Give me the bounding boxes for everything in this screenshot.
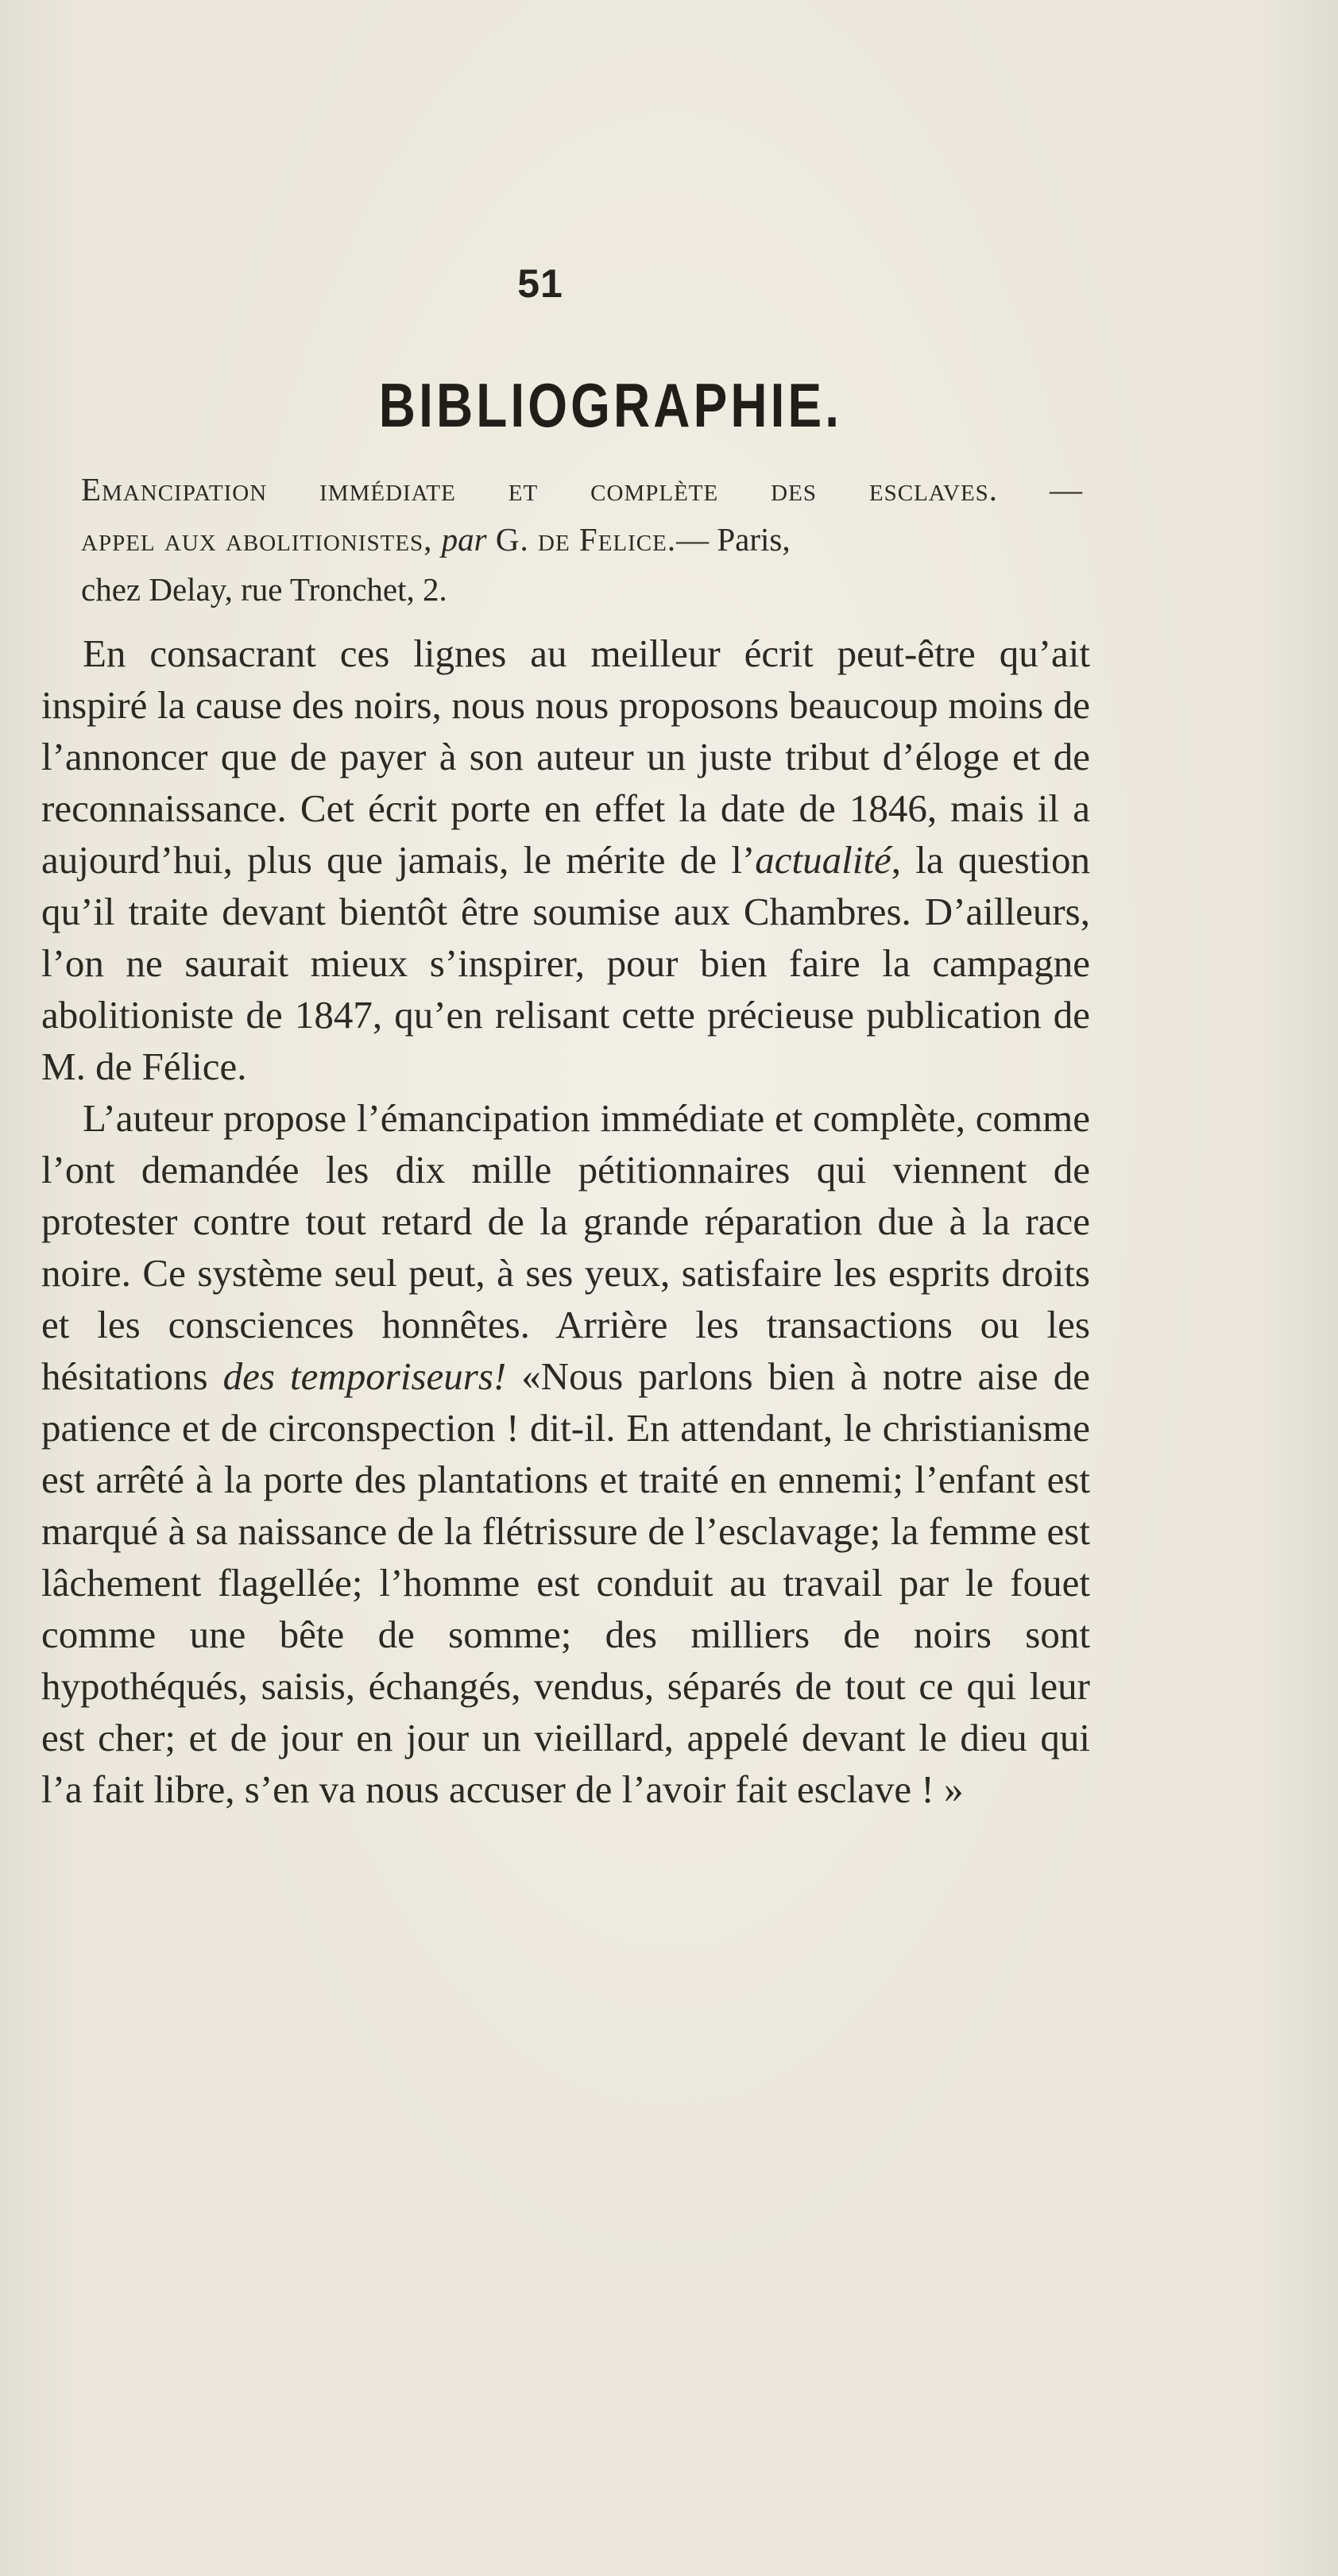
heading-line-2 <box>81 515 1082 565</box>
heading-dash: — <box>998 471 1082 508</box>
paragraph-1-italic: actualité <box>755 838 891 882</box>
paragraph-2-italic: des temporiseurs! <box>222 1354 507 1398</box>
section-title: BIBLIOGRAPHIE. <box>378 370 843 440</box>
publisher-intro: — Paris, <box>676 521 791 558</box>
paragraph-2-text-a: L’auteur propose l’émancipation immédiate et complète, comme l’ont demandée les dix mille pétitionnaires qui viennent de protester contre tout retard de la grande réparation due à la race noire. Ce système seul peut, à ses yeux, satisfaire les esprits droits et les consciences honnêtes. Arrière les transactions ou les hésitations <box>41 1096 1090 1398</box>
paragraph-1 <box>41 628 1090 1092</box>
author-name: G. de Felice. <box>486 521 677 558</box>
paragraph-2-text-b: «Nous parlons bien à notre aise de patience et de circonspection ! dit-il. En attendant, le christianisme est arrêté à la porte des plantations et traité en ennemi; l’enfant est marqué à sa naissance de la flétrissure de l’esclavage; la femme est lâchement flagellée; l’homme est conduit au travail par le fouet comme une bête de somme; des milliers de noirs sont hypothéqués, saisis, échangés, vendus, séparés de tout ce qui leur est cher; et de jour en jour un vieillard, appelé devant le dieu qui l’a fait libre, s’en va nous accuser de l’avoir fait esclave ! » <box>41 1354 1090 1811</box>
publisher-address: chez Delay, rue Tronchet, 2. <box>81 571 447 608</box>
paragraph-1-text-a: En consacrant ces lignes au meilleur écrit peut-être qu’ait inspiré la cause des noirs, nous nous proposons beaucoup moins de l’annoncer que de payer à son auteur un juste tribut d’éloge et de reconnaissance. Cet écrit porte en effet la date de 1846, mais il a aujourd’hui, plus que jamais, le mérite de l’ <box>41 631 1090 882</box>
article-body <box>41 628 1090 1815</box>
work-title-part-2: appel aux abolitionistes, <box>81 521 442 558</box>
paragraph-1-text-b: , la question qu’il traite devant bientôt être soumise aux Chambres. D’ailleurs, l’on ne saurait mieux s’inspirer, pour bien faire la campagne abolitioniste de 1847, qu’en relisant cette précieuse publication de M. de Félice. <box>41 838 1090 1088</box>
work-title-part-1: Emancipation immédiate et complète des esclaves. <box>81 471 999 508</box>
heading-line-1 <box>81 465 1082 515</box>
page-number: 51 <box>517 261 563 306</box>
bibliography-entry-heading <box>81 465 1082 615</box>
paragraph-2 <box>41 1092 1090 1815</box>
by-word: par <box>441 521 487 558</box>
